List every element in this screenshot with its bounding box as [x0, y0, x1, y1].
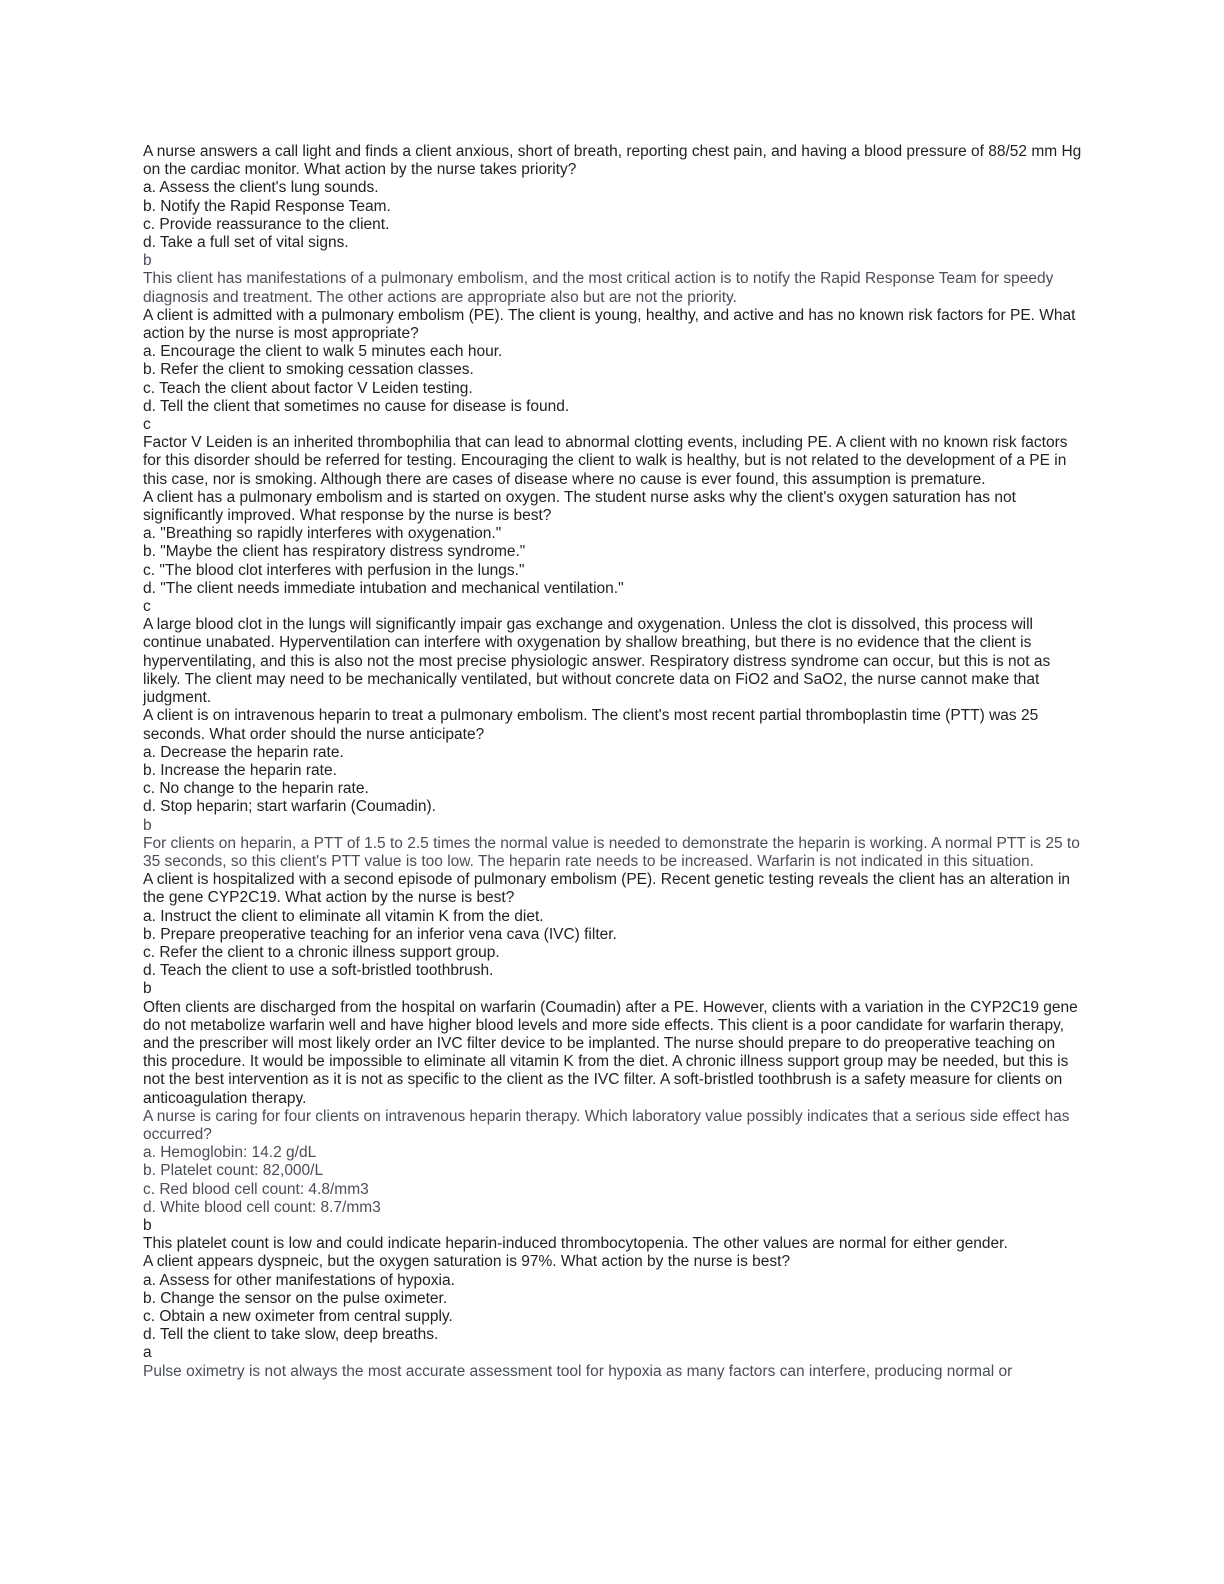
question-block: [143, 307, 1083, 489]
question-stem: A client is on intravenous heparin to treat a pulmonary embolism. The client's most recent partial thromboplastin time (PTT) was 25 seconds. What order should the nurse anticipate?: [143, 707, 1039, 743]
rationale: Pulse oximetry is not always the most accurate assessment tool for hypoxia as many factors can interfere, producing normal or: [143, 1362, 1013, 1380]
option-c: c. Refer the client to a chronic illness support group.: [143, 943, 500, 961]
question-stem: A client has a pulmonary embolism and is started on oxygen. The student nurse asks why the client's oxygen saturation has not significantly improved. What response by the nurse is best?: [143, 488, 1016, 525]
question-stem: A client appears dyspneic, but the oxygen saturation is 97%. What action by the nurse is best?: [143, 1253, 791, 1271]
question-block: [143, 707, 1083, 871]
option-c: c. "The blood clot interferes with perfusion in the lungs.": [143, 561, 525, 579]
option-b: b. Change the sensor on the pulse oximeter.: [143, 1289, 448, 1307]
document-page: [143, 143, 1083, 1381]
answer-key: b: [143, 1216, 152, 1234]
option-d: d. Take a full set of vital signs.: [143, 234, 349, 252]
option-d: d. Stop heparin; start warfarin (Coumadin).: [143, 798, 436, 816]
option-a: a. Instruct the client to eliminate all vitamin K from the diet.: [143, 907, 544, 925]
option-d: d. Teach the client to use a soft-bristled toothbrush.: [143, 962, 494, 980]
option-b: b. "Maybe the client has respiratory distress syndrome.": [143, 543, 526, 561]
rationale: For clients on heparin, a PTT of 1.5 to 2.5 times the normal value is needed to demonstrate the heparin is working. A normal PTT is 25 to 35 seconds, so this client's PTT value is too low. The heparin rate needs to be increased. Warfarin is not indicated in this situation.: [143, 834, 1080, 870]
option-a: a. Decrease the heparin rate.: [143, 743, 344, 761]
option-a: a. Encourage the client to walk 5 minutes each hour.: [143, 343, 503, 361]
option-c: c. No change to the heparin rate.: [143, 780, 369, 798]
option-d: d. Tell the client to take slow, deep breaths.: [143, 1326, 439, 1344]
question-block: [143, 1253, 1083, 1380]
option-c: c. Obtain a new oximeter from central supply.: [143, 1308, 453, 1325]
question-block: [143, 143, 1083, 307]
option-c: c. Teach the client about factor V Leiden testing.: [143, 379, 473, 397]
option-a: a. Assess for other manifestations of hypoxia.: [143, 1271, 455, 1289]
option-a: a. "Breathing so rapidly interferes with oxygenation.": [143, 525, 502, 543]
option-d: d. "The client needs immediate intubation and mechanical ventilation.": [143, 579, 624, 597]
answer-key: a: [143, 1344, 152, 1362]
answer-key: b: [143, 252, 152, 270]
question-stem: A client is admitted with a pulmonary embolism (PE). The client is young, healthy, and active and has no known risk factors for PE. What action by the nurse is most appropriate?: [143, 306, 1076, 343]
question-stem: A nurse answers a call light and finds a client anxious, short of breath, reporting chest pain, and having a blood pressure of 88/52 mm Hg on the cardiac monitor. What action by the nurse takes priority?: [143, 143, 1082, 179]
rationale: Factor V Leiden is an inherited thrombophilia that can lead to abnormal clotting events, including PE. A client with no known risk factors for this disorder should be referred for testing. Encouraging the client to walk is healthy, but is not related to the development of a PE in this case, nor is smoking. Although there are cases of disease where no cause is ever found, this assumption is premature.: [143, 434, 1068, 488]
option-b: b. Notify the Rapid Response Team.: [143, 197, 391, 215]
option-d: d. White blood cell count: 8.7/mm3: [143, 1198, 381, 1216]
answer-key: b: [143, 816, 152, 834]
question-block: [143, 489, 1083, 707]
option-c: c. Red blood cell count: 4.8/mm3: [143, 1180, 369, 1198]
option-b: b. Platelet count: 82,000/L: [143, 1162, 324, 1180]
option-a: a. Assess the client's lung sounds.: [143, 179, 379, 197]
question-stem: A client is hospitalized with a second episode of pulmonary embolism (PE). Recent genetic testing reveals the client has an alteration in the gene CYP2C19. What action by the nurse is best?: [143, 871, 1071, 907]
option-c: c. Provide reassurance to the client.: [143, 215, 390, 233]
option-d: d. Tell the client that sometimes no cause for disease is found.: [143, 397, 570, 415]
question-stem: A nurse is caring for four clients on intravenous heparin therapy. Which laboratory value possibly indicates that a serious side effect has occurred?: [143, 1107, 1070, 1143]
rationale: Often clients are discharged from the hospital on warfarin (Coumadin) after a PE. However, clients with a variation in the CYP2C19 gene do not metabolize warfarin well and have higher blood levels and more side effects. This client is a poor candidate for warfarin therapy, and the prescriber will most likely order an IVC filter device to be implanted. The nurse should prepare to do preoperative teaching on this procedure. It would be impossible to eliminate all vitamin K from the diet. A chronic illness support group may be needed, but this is not the best intervention as it is not as specific to the client as the IVC filter. A soft-bristled toothbrush is a safety measure for clients on anticoagulation therapy.: [143, 998, 1078, 1107]
option-b: b. Increase the heparin rate.: [143, 761, 337, 779]
rationale: This platelet count is low and could indicate heparin-induced thrombocytopenia. The other values are normal for either gender.: [143, 1235, 1008, 1253]
option-b: b. Prepare preoperative teaching for an inferior vena cava (IVC) filter.: [143, 925, 617, 943]
answer-key: c: [143, 416, 151, 434]
answer-key: b: [143, 980, 152, 998]
option-a: a. Hemoglobin: 14.2 g/dL: [143, 1144, 317, 1162]
answer-key: c: [143, 598, 151, 616]
question-block: [143, 1108, 1083, 1254]
rationale: This client has manifestations of a pulmonary embolism, and the most critical action is to notify the Rapid Response Team for speedy diagnosis and treatment. The other actions are appropriate also but are not the priority.: [143, 270, 1054, 306]
option-b: b. Refer the client to smoking cessation classes.: [143, 361, 474, 379]
question-block: [143, 871, 1083, 1108]
rationale: A large blood clot in the lungs will significantly impair gas exchange and oxygenation. Unless the clot is dissolved, this process will continue unabated. Hyperventilation can interfere with oxygenation by shallow breathing, but there is no evidence that the client is hyperventilating, and this is also not the most precise physiologic answer. Respiratory distress syndrome can occur, but this is not as likely. The client may need to be mechanically ventilated, but without concrete data on FiO2 and SaO2, the nurse cannot make that judgment.: [143, 616, 1051, 707]
